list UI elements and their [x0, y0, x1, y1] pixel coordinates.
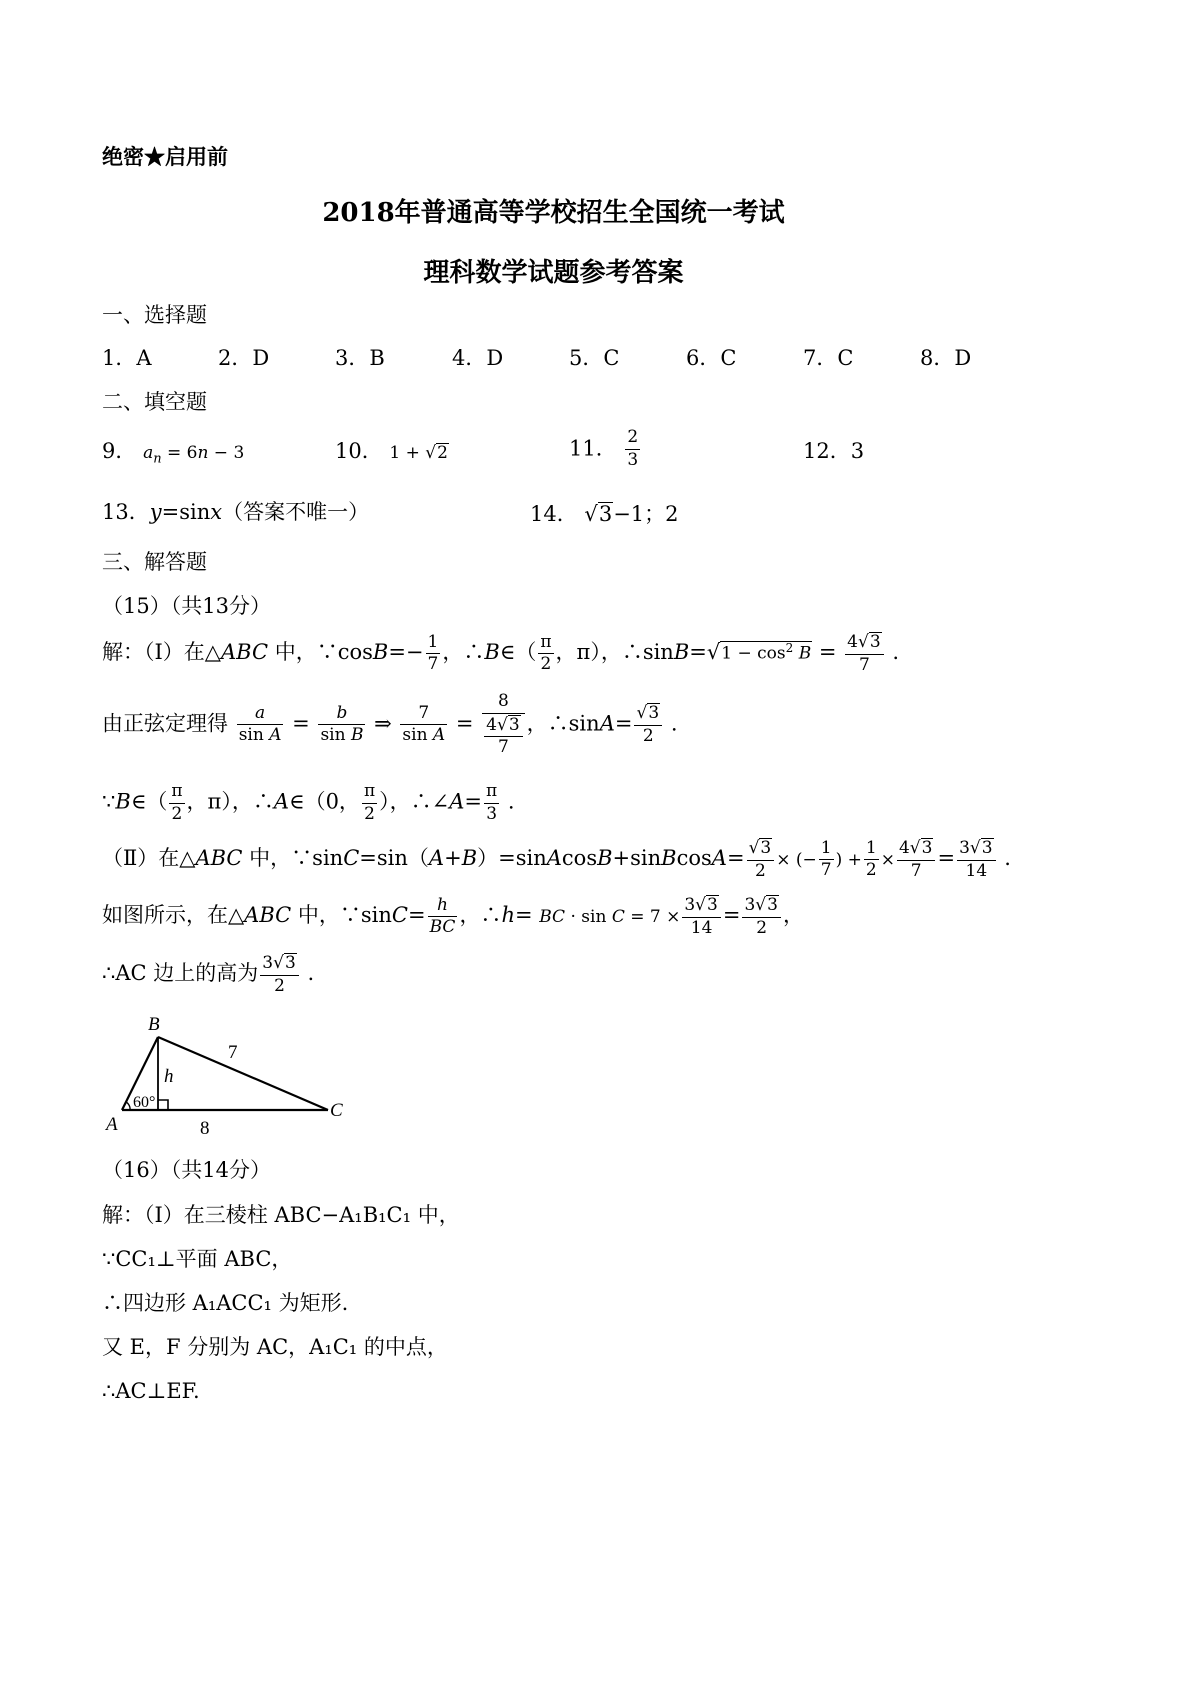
label-a: A — [106, 1114, 118, 1135]
answer-4: 4．D — [452, 346, 504, 370]
answer-8: 8．D — [920, 346, 972, 370]
problem-16-step-1: 解：（Ⅰ）在三棱柱 ABC−A₁B₁C₁ 中， — [102, 1203, 460, 1227]
problem-16-step-5: ∴AC⊥EF. — [102, 1379, 200, 1403]
exam-subtitle: 理科数学试题参考答案 — [423, 258, 684, 288]
problem-15-heading: （15）（共13分） — [102, 594, 271, 618]
exam-title: 2018年普通高等学校招生全国统一考试 — [322, 198, 785, 228]
problem-15-step-1: 解：（Ⅰ）在△ABC 中，∵cosB=− $\frac{1}{7}$ ，∴B∈（ $\frac{\pi}{2}$ ，π），∴sinB=√1 − $\cos^2 B$ = $\frac{4√3}{7}$ . — [102, 631, 899, 675]
label-h: h — [164, 1066, 174, 1087]
angle-arc — [126, 1102, 130, 1110]
triangle-figure — [100, 1012, 360, 1142]
answer-3: 3．B — [335, 346, 385, 370]
answer-12: 12．3 — [803, 439, 865, 463]
problem-15-conclusion: ∴AC 边上的高为 $\frac{3√3}{2}$ . — [102, 953, 315, 996]
problem-15-step-3: ∵B∈（ $\frac{\pi}{2}$ ，π），∴A∈（0， $\frac{\pi}{2}$ ），∴∠A= $\frac{\pi}{3}$ . — [102, 781, 515, 824]
problem-16-step-4: 又 E，F 分别为 AC，A₁C₁ 的中点， — [102, 1335, 448, 1359]
answer-5: 5．C — [569, 346, 620, 370]
answer-1: 1．A — [102, 346, 152, 370]
problem-15-step-2: 由正弦定理得 $\frac{a}{\text{sin A}}$ = $\frac{b}{\text{sin B}}$ ⇒ $\frac{7}{\text{sin A}}$ = $\frac{8}{\frac{4√3}{7}}$ ，∴sinA= $\frac{√3}{2}$ . — [102, 691, 678, 758]
label-b: B — [148, 1014, 160, 1035]
section-fill-in-title: 二、填空题 — [102, 390, 207, 414]
label-ac-length: 8 — [200, 1118, 210, 1139]
problem-15-part-2-step-1: （Ⅱ）在△ABC 中，∵sinC=sin（A+B）=sinAcosB+sinBcosA= $\frac{√3}{2}$ × (− $\frac{1}{7}$ ) + $\frac{1}{2}$ × $\frac{4√3}{7}$ = $\frac{3√3}{14}$ . — [102, 837, 1011, 881]
label-c: C — [330, 1100, 343, 1121]
answer-9: 9． $a_n = 6n - 3$ — [102, 439, 245, 467]
right-angle-mark — [158, 1100, 168, 1110]
confidentiality-mark: 绝密★启用前 — [102, 144, 228, 169]
answer-10: 10． 1 + √2 — [335, 439, 448, 463]
problem-16-step-3: ∴四边形 A₁ACC₁ 为矩形. — [102, 1291, 349, 1315]
label-angle: 60° — [133, 1094, 156, 1111]
side-bc — [158, 1037, 328, 1110]
answer-6: 6．C — [686, 346, 737, 370]
problem-16-heading: （16）（共14分） — [102, 1158, 271, 1182]
problem-16-step-2: ∵CC₁⊥平面 ABC， — [102, 1247, 293, 1271]
answer-7: 7．C — [803, 346, 854, 370]
section-solutions-title: 三、解答题 — [102, 550, 207, 574]
answer-11: 11． $\frac{2}{3}$ — [569, 427, 639, 470]
answer-14: 14． √3−1；2 — [530, 502, 679, 526]
label-bc-length: 7 — [228, 1042, 238, 1063]
section-multiple-choice-title: 一、选择题 — [102, 303, 207, 327]
problem-15-part-2-step-2: 如图所示，在△ABC 中，∵sinC= $\frac{h}{BC}$ ，∴h= BC · sin C = 7 × $\frac{3√3}{14}$ = $\frac{3√3}{2}$ ， — [102, 894, 804, 938]
answer-2: 2．D — [218, 346, 270, 370]
answer-13: 13．y=sinx（答案不唯一） — [102, 500, 370, 524]
